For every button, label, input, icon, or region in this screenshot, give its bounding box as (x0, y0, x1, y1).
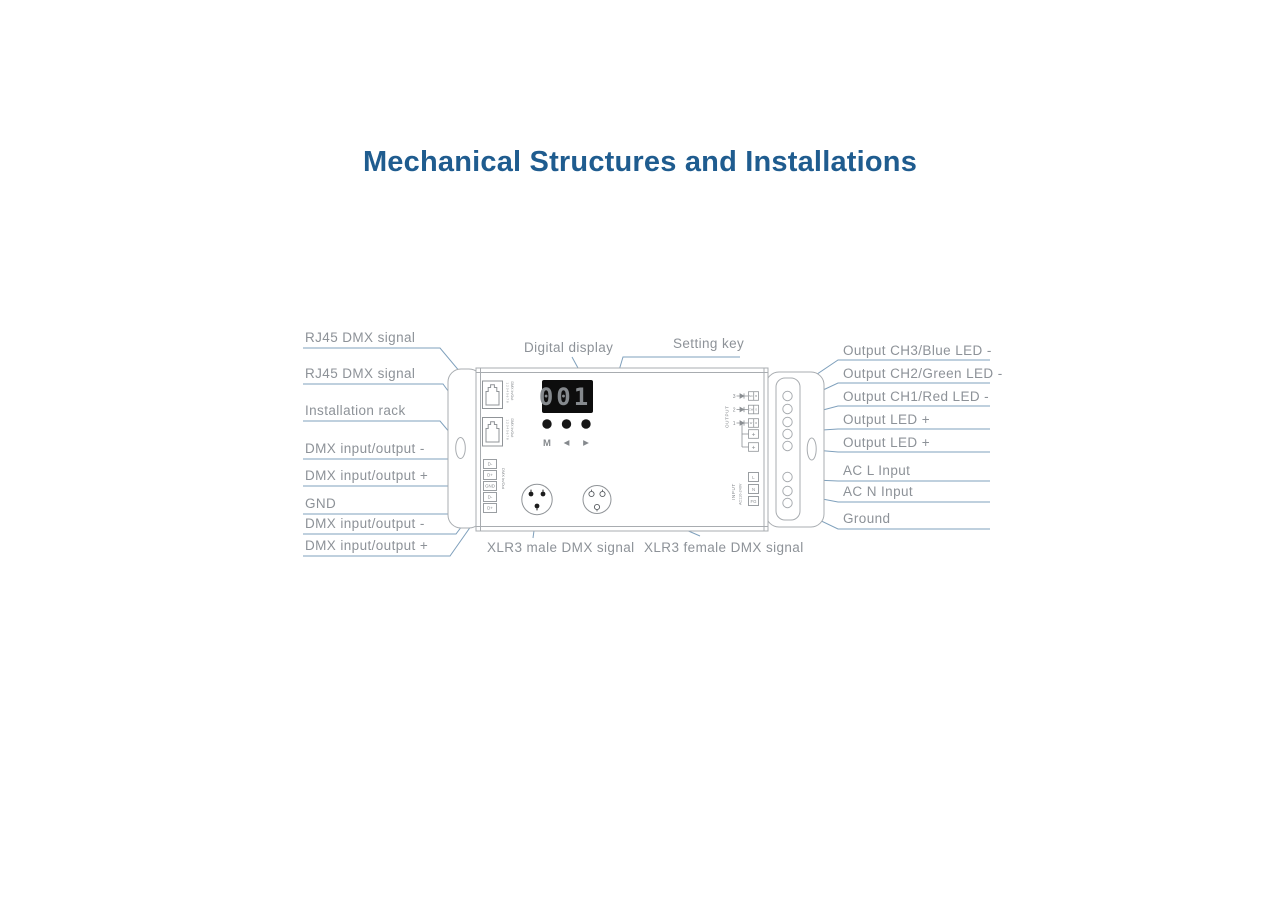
label-dmx-io-plus-1: DMX input/output + (305, 468, 429, 483)
label-output-led-plus-1: Output LED + (843, 412, 930, 427)
output-box-3-a: NC (749, 395, 753, 398)
input-box-l-text: L (752, 474, 755, 480)
xlr-female-connector (583, 486, 611, 514)
rack-hole-right (807, 438, 816, 460)
output-plus-2-text: + (751, 444, 756, 452)
output-channel-3: 3 (732, 393, 736, 400)
terminal-ch1-red (783, 417, 792, 426)
output-box-2-a: CW (748, 408, 754, 412)
rj45-port-1-pins-label: 12345678 (505, 382, 510, 404)
screw-terminals (783, 391, 792, 507)
device-panel (476, 368, 768, 531)
input-box-n-text: N (751, 486, 756, 492)
label-output-led-plus-2: Output LED + (843, 435, 930, 450)
dmx-terminal-label-1: D- (487, 461, 493, 467)
label-gnd: GND (305, 496, 337, 511)
xlr-male-pin-1 (529, 492, 534, 497)
label-output-ch3-blue: Output CH3/Blue LED - (843, 343, 992, 358)
dmx-terminal-label-4: D- (487, 494, 493, 500)
input-section-label: INPUT (731, 483, 736, 500)
label-setting-key: Setting key (673, 336, 745, 351)
label-ground: Ground (843, 511, 891, 526)
button-right-label: ▶ (583, 438, 589, 447)
rj45-port-1-label: DMX In/Out (510, 381, 514, 401)
button-mode (542, 419, 551, 428)
button-right (581, 419, 590, 428)
output-box-1-b: R (755, 422, 758, 425)
label-xlr-female: XLR3 female DMX signal (644, 540, 804, 555)
label-rj45-dmx-signal-2: RJ45 DMX signal (305, 366, 416, 381)
terminal-ch3-blue (783, 391, 792, 400)
dmx-terminal-strip-label: DMX In/Out (501, 468, 506, 489)
label-output-ch1-red: Output CH1/Red LED - (843, 389, 990, 404)
page-title: Mechanical Structures and Installations (362, 146, 918, 178)
input-box-fg-text: FG (750, 498, 757, 504)
rj45-port-2-label: DMX In/Out (510, 418, 514, 438)
xlr-male-connector (522, 484, 552, 514)
button-left (562, 419, 571, 428)
label-digital-display: Digital display (524, 340, 614, 355)
rack-hole-left (456, 438, 466, 459)
terminal-led-plus-1 (783, 429, 792, 438)
terminal-led-plus-2 (783, 441, 792, 450)
output-box-3-b: B (755, 395, 758, 398)
xlr-male-pin-2 (541, 492, 546, 497)
label-dmx-io-minus-1: DMX input/output - (305, 441, 425, 456)
button-left-label: ◀ (563, 438, 570, 447)
dmx-terminal-label-3: GND (485, 483, 495, 489)
label-ac-l-input: AC L Input (843, 463, 911, 478)
device-body (448, 368, 824, 531)
input-voltage-label: AC110-240V (738, 483, 743, 505)
label-ac-n-input: AC N Input (843, 484, 914, 499)
label-xlr-male: XLR3 male DMX signal (487, 540, 635, 555)
label-rj45-dmx-signal-1: RJ45 DMX signal (305, 330, 416, 345)
rj45-port-2-pins-label: 12345678 (505, 419, 510, 441)
digital-display (539, 380, 593, 413)
dmx-terminal-label-5: D+ (487, 505, 493, 511)
terminal-ac-n (783, 486, 792, 495)
terminal-ch2-green (783, 404, 792, 413)
dmx-terminal-label-2: D+ (487, 472, 493, 478)
output-channel-2: 2 (732, 407, 736, 414)
output-channel-1: 1 (732, 420, 736, 427)
label-installation-rack: Installation rack (305, 403, 406, 418)
display-value: 001 (538, 383, 592, 411)
button-mode-label: M (543, 438, 551, 449)
label-dmx-io-plus-2: DMX input/output + (305, 538, 429, 553)
output-box-1-a: W (749, 422, 753, 425)
label-output-ch2-green: Output CH2/Green LED - (843, 366, 1003, 381)
terminal-ground (783, 498, 792, 507)
output-box-2-b: G (755, 408, 758, 412)
terminal-ac-l (783, 472, 792, 481)
output-plus-1-text: + (751, 431, 756, 439)
xlr-male-pin-3 (535, 504, 540, 509)
output-section-label: OUTPUT (724, 405, 730, 428)
label-dmx-io-minus-2: DMX input/output - (305, 516, 425, 531)
